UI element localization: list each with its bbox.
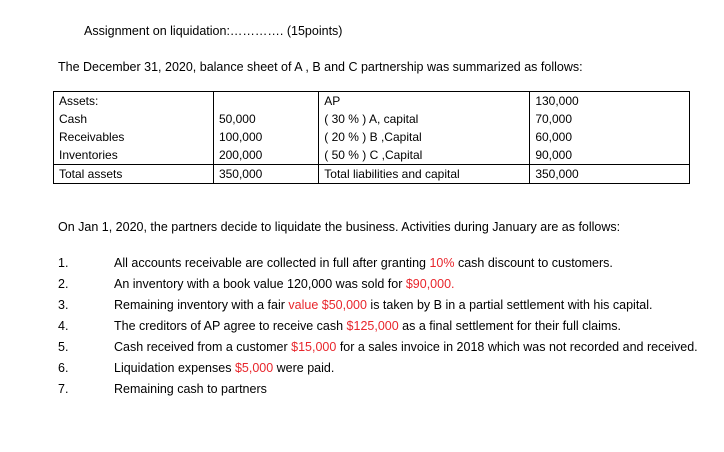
activities-list <box>58 253 698 400</box>
table-cell: Total liabilities and capital <box>319 165 530 184</box>
table-row-total <box>54 165 690 184</box>
list-item <box>58 379 698 400</box>
table-cell: Inventories <box>54 146 214 165</box>
table-cell <box>213 92 318 111</box>
table-cell: 350,000 <box>213 165 318 184</box>
list-item <box>58 274 698 295</box>
table-cell: ( 30 % ) A, capital <box>319 110 530 128</box>
item-number: 5. <box>58 340 69 354</box>
table-cell: 60,000 <box>530 128 690 146</box>
text-span: Cash received from a customer <box>114 340 292 354</box>
table-cell: Total assets <box>54 165 214 184</box>
highlight-text: $15,000 <box>291 340 337 354</box>
highlight-text: value $50,000 <box>288 298 367 312</box>
item-text <box>114 253 698 274</box>
item-text <box>114 316 698 337</box>
list-item <box>58 337 698 358</box>
list-item <box>58 295 698 316</box>
text-span: Remaining inventory with a fair <box>114 298 289 312</box>
text-span: All accounts receivable are collected in full after granting <box>114 256 430 270</box>
text-span: The creditors of AP agree to receive cash <box>114 319 347 333</box>
item-number: 2. <box>58 277 69 291</box>
list-item <box>58 253 698 274</box>
item-number: 1. <box>58 256 69 270</box>
table-cell: 70,000 <box>530 110 690 128</box>
table-cell: 350,000 <box>530 165 690 184</box>
table-cell: 90,000 <box>530 146 690 165</box>
highlight-text: $90,000. <box>405 277 455 291</box>
item-number: 6. <box>58 361 69 375</box>
item-number: 4. <box>58 319 69 333</box>
balance-sheet-table <box>53 91 690 184</box>
table-row <box>54 146 690 165</box>
table-cell: ( 20 % ) B ,Capital <box>319 128 530 146</box>
table-cell: 200,000 <box>213 146 318 165</box>
item-text <box>114 274 698 295</box>
table-cell: 130,000 <box>530 92 690 111</box>
table-cell: ( 50 % ) C ,Capital <box>319 146 530 165</box>
table-cell: AP <box>319 92 530 111</box>
assignment-title: Assignment on liquidation:…………. (15points) <box>84 24 343 38</box>
intro-text: The December 31, 2020, balance sheet of A , B and C partnership was summarized as follows: <box>58 60 583 74</box>
table-row <box>54 128 690 146</box>
item-text <box>114 379 698 400</box>
table-cell: 100,000 <box>213 128 318 146</box>
text-span: Remaining cash to partners <box>114 382 267 396</box>
text-span: is taken by B in a partial settlement with his capital. <box>366 298 653 312</box>
table-cell: Cash <box>54 110 214 128</box>
text-span: An inventory with a book value 120,000 was sold for <box>114 277 406 291</box>
item-number: 3. <box>58 298 69 312</box>
item-text <box>114 295 698 316</box>
item-number: 7. <box>58 382 69 396</box>
table-cell: Assets: <box>54 92 214 111</box>
text-span: Liquidation expenses <box>114 361 235 375</box>
text-span: cash discount to customers. <box>454 256 613 270</box>
item-text <box>114 337 698 358</box>
list-item <box>58 316 698 337</box>
highlight-text: $5,000 <box>234 361 274 375</box>
highlight-text: 10% <box>429 256 455 270</box>
text-span: for a sales invoice in 2018 which was not recorded and received. <box>336 340 698 354</box>
table-cell: Receivables <box>54 128 214 146</box>
table-row <box>54 110 690 128</box>
highlight-text: $125,000 <box>346 319 399 333</box>
activities-intro: On Jan 1, 2020, the partners decide to liquidate the business. Activities during January are as follows: <box>58 220 621 234</box>
item-text <box>114 358 698 379</box>
table-row <box>54 92 690 111</box>
list-item <box>58 358 698 379</box>
text-span: were paid. <box>273 361 335 375</box>
table-cell: 50,000 <box>213 110 318 128</box>
text-span: as a final settlement for their full claims. <box>398 319 621 333</box>
